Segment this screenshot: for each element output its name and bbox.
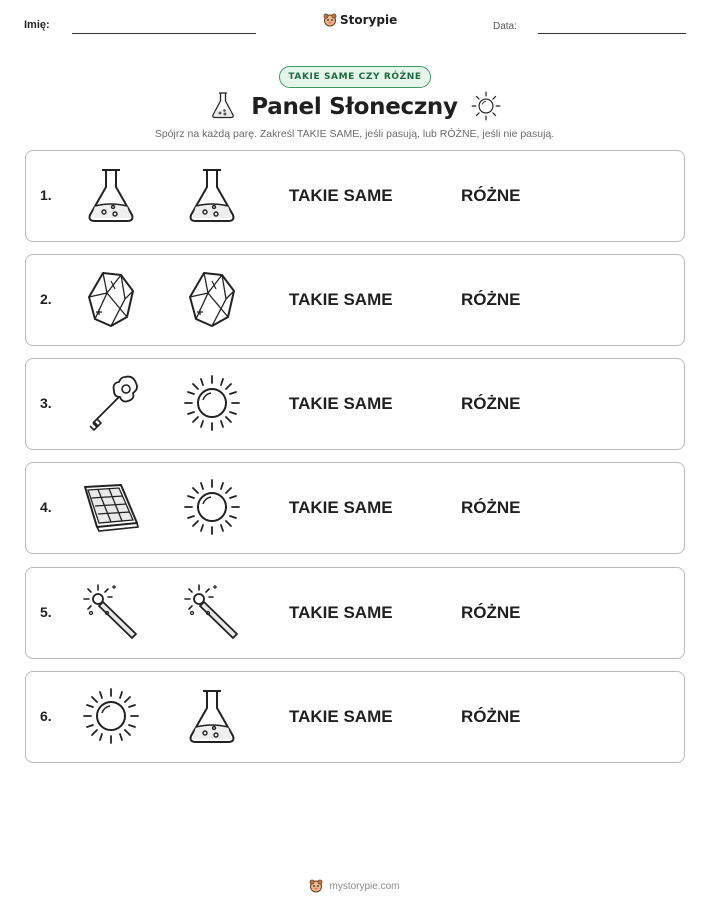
storypie-mascot-icon [323,13,337,27]
exercise-row [25,671,685,763]
storypie-mascot-icon [309,879,323,893]
flask-icon [81,165,141,225]
row-number: 1. [40,187,52,203]
page-title: Panel Słoneczny [251,94,458,120]
row-number: 6. [40,708,52,724]
sun-icon [81,686,141,746]
sun-icon [182,477,242,537]
solar-panel-icon [81,477,141,537]
option-different[interactable]: RÓŻNE [461,498,521,517]
option-same[interactable]: TAKIE SAME [289,290,393,309]
exercise-row [25,150,685,242]
option-same[interactable]: TAKIE SAME [289,186,393,205]
sun-icon [182,373,242,433]
option-same[interactable]: TAKIE SAME [289,603,393,622]
footer-url: mystorypie.com [329,880,400,892]
option-same[interactable]: TAKIE SAME [289,707,393,726]
key-icon [81,373,141,433]
storypie-logo [323,13,397,27]
date-line[interactable] [538,33,686,34]
row-number: 5. [40,604,52,620]
sun-icon [470,90,502,122]
logo-text: Storypie [340,13,398,27]
magic-wand-icon [81,582,141,642]
flask-icon [182,165,242,225]
name-label: Imię: [24,19,50,31]
option-different[interactable]: RÓŻNE [461,186,521,205]
name-line[interactable] [72,33,256,34]
option-different[interactable]: RÓŻNE [461,707,521,726]
exercise-row [25,462,685,554]
option-different[interactable]: RÓŻNE [461,603,521,622]
instructions: Spójrz na każdą parę. Zakreśl TAKIE SAME, jeśli pasują, lub RÓŻNE, jeśli nie pasują. [154,128,555,140]
option-different[interactable]: RÓŻNE [461,394,521,413]
option-same[interactable]: TAKIE SAME [289,394,393,413]
option-same[interactable]: TAKIE SAME [289,498,393,517]
flask-icon [182,686,242,746]
exercise-row [25,254,685,346]
footer [0,879,709,893]
magic-wand-icon [182,582,242,642]
crystal-icon [81,269,141,329]
crystal-icon [182,269,242,329]
row-number: 2. [40,291,52,307]
title-row [0,88,709,128]
exercise-row [25,567,685,659]
option-different[interactable]: RÓŻNE [461,290,521,309]
row-number: 4. [40,499,52,515]
row-number: 3. [40,395,52,411]
exercise-row [25,358,685,450]
worksheet-type-badge: TAKIE SAME CZY RÓŻNE [279,66,431,88]
date-label: Data: [493,21,517,32]
